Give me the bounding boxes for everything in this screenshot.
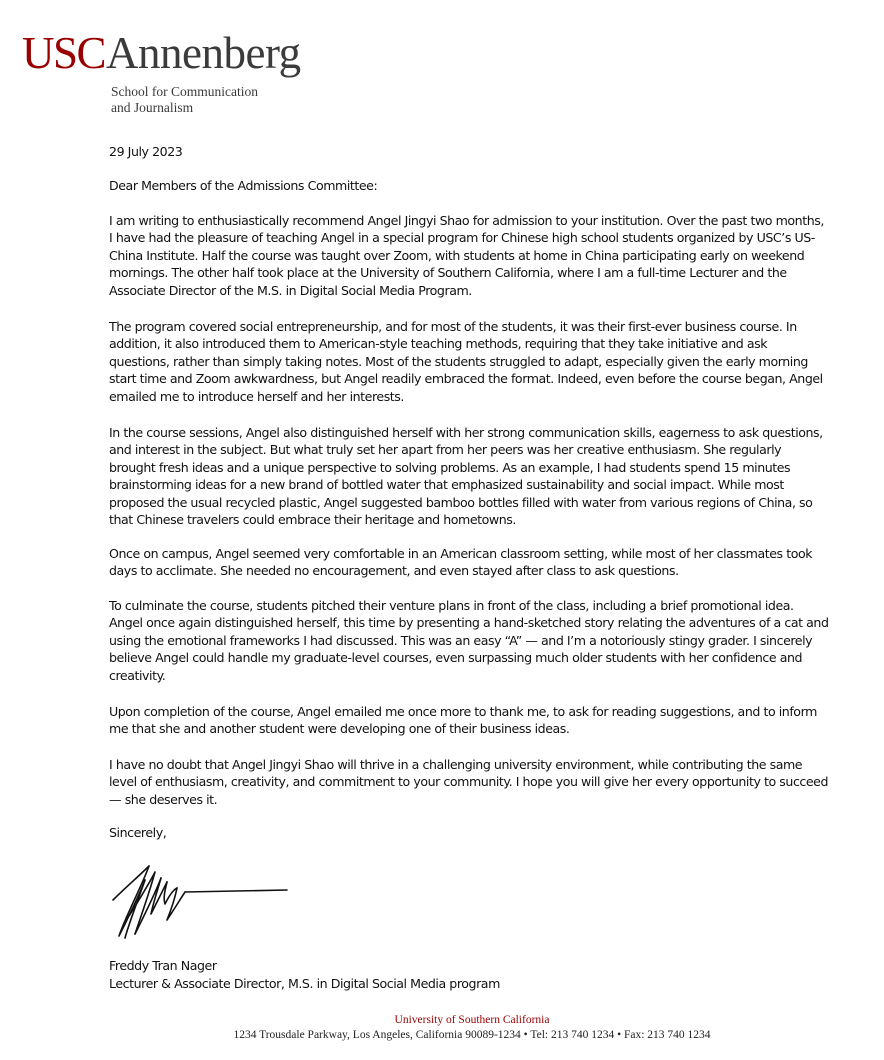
school-line-2: and Journalism — [111, 100, 194, 115]
school-line-1: School for Communication — [111, 84, 258, 99]
logo-usc: USC — [22, 28, 106, 78]
closing: Sincerely, — [109, 825, 167, 840]
logo-annenberg: Annenberg — [106, 28, 301, 78]
body-paragraph: In the course sessions, Angel also distinguished herself with her strong communication skills, eagerness to ask questions, and interest in the subject. But what truly set her apart from her peers was her creative enthusiasm. She regularly brought fresh ideas and a unique perspective to solving problems. As an example, I had students spend 15 minutes brainstorming ideas for a new brand of bottled water that emphasized sustainability and social impact. While most proposed the usual recycled plastic, Angel suggested bamboo bottles filled with water from various regions of China, so that Chinese travelers could embrace their heritage and hometowns. — [109, 425, 823, 528]
letter-date: 29 July 2023 — [109, 144, 183, 159]
body-paragraph: I have no doubt that Angel Jingyi Shao will thrive in a challenging university environment, while contributing the same level of enthusiasm, creativity, and commitment to your community. I hope you will give her every opportunity to succeed — she deserves it. — [109, 757, 829, 807]
handwritten-signature-icon — [105, 858, 295, 944]
footer-university: University of Southern California — [394, 1014, 550, 1026]
footer-address: 1234 Trousdale Parkway, Los Angeles, California 90089-1234 • Tel: 213 740 1234 • Fax: 213 740 1234 — [233, 1029, 711, 1041]
body-paragraph: Once on campus, Angel seemed very comfortable in an American classroom setting, while most of her classmates took days to acclimate. She needed no encouragement, and even stayed after class to ask questions. — [109, 546, 813, 579]
signer-title: Lecturer & Associate Director, M.S. in Digital Social Media program — [109, 976, 500, 991]
salutation: Dear Members of the Admissions Committee: — [109, 178, 378, 193]
signer-name: Freddy Tran Nager — [109, 958, 217, 973]
body-paragraph: To culminate the course, students pitched their venture plans in front of the class, including a brief promotional idea. Angel once again distinguished herself, this time by presenting a hand-sketched story relating the adventures of a cat and using the emotional frameworks I had discussed. This was an easy “A” — and I’m a notoriously stingy grader. I sincerely believe Angel could handle my graduate-level courses, even surpassing much older students with her confidence and creativity. — [109, 598, 829, 683]
body-paragraph: The program covered social entrepreneurship, and for most of the students, it was their first-ever business course. In addition, it also introduced them to American-style teaching methods, requiring that they take initiative and ask questions, rather than simply taking notes. Most of the students struggled to adapt, especially given the early morning start time and Zoom awkwardness, but Angel readily embraced the format. Indeed, even before the course began, Angel emailed me to introduce herself and her interests. — [109, 319, 823, 404]
usc-annenberg-logo — [22, 28, 301, 115]
school-name — [111, 84, 258, 116]
logo-wordmark — [22, 28, 301, 78]
body-paragraph: I am writing to enthusiastically recommend Angel Jingyi Shao for admission to your institution. Over the past two months, I have had the pleasure of teaching Angel in a special program for Chinese high school students organized by USC’s US-China Institute. Half the course was taught over Zoom, with students at home in China participating early on weekend mornings. The other half took place at the University of Southern California, where I am a full-time Lecturer and the Associate Director of the M.S. in Digital Social Media Program. — [109, 213, 824, 298]
body-paragraph: Upon completion of the course, Angel emailed me once more to thank me, to ask for reading suggestions, and to inform me that she and another student were developing one of their business ideas. — [109, 704, 817, 737]
